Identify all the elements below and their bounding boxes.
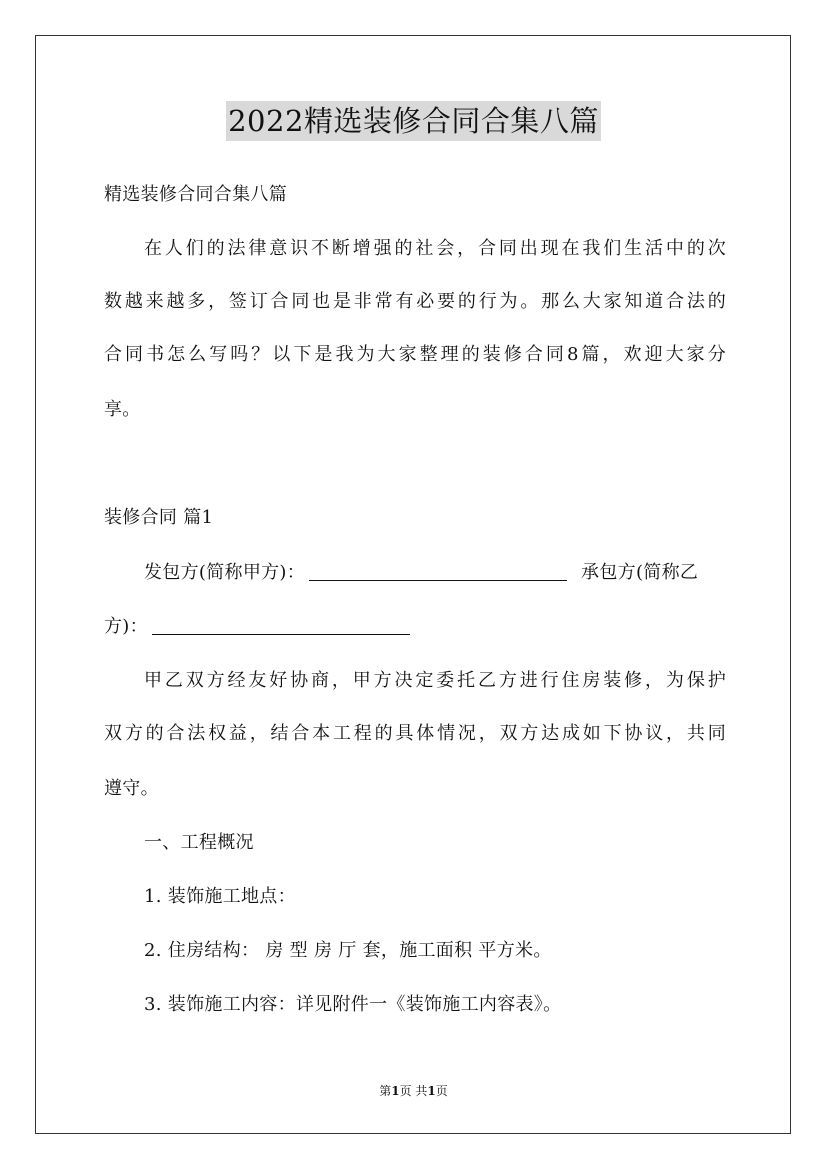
title-container	[0, 101, 827, 141]
party-b-label-part1: 承包方(简称乙	[581, 562, 699, 583]
footer-post: 页	[435, 1084, 448, 1098]
party-b-blank	[152, 616, 410, 635]
party-b-label-part2: 方)：	[104, 616, 148, 637]
intro-line: 合同书怎么写吗？以下是我为大家整理的装修合同8篇，欢迎大家分	[104, 344, 726, 365]
intro-line: 数越来越多，签订合同也是非常有必要的行为。那么大家知道合法的	[104, 291, 726, 312]
footer-pre: 第	[379, 1084, 392, 1098]
party-a-line	[144, 561, 698, 585]
page-footer	[0, 1083, 827, 1099]
footer-page-total: 1	[427, 1084, 436, 1098]
clause-item: 2. 住房结构： 房 型 房 厅 套，施工面积 平方米。	[144, 940, 552, 961]
intro-line: 在人们的法律意识不断增强的社会，合同出现在我们生活中的次	[144, 238, 726, 259]
agreement-line: 双方的合法权益，结合本工程的具体情况，双方达成如下协议，共同	[104, 723, 726, 744]
party-b-line	[104, 615, 410, 639]
document-title: 2022精选装修合同合集八篇	[226, 101, 601, 141]
clause-item: 1. 装饰施工地点：	[144, 886, 296, 907]
agreement-line: 甲乙双方经友好协商，甲方决定委托乙方进行住房装修，为保护	[144, 670, 726, 691]
party-a-label: 发包方(简称甲方)：	[144, 562, 306, 583]
party-a-blank	[309, 562, 567, 581]
clause-heading: 一、工程概况	[144, 832, 254, 853]
document-subtitle: 精选装修合同合集八篇	[104, 184, 287, 205]
footer-page-num: 1	[391, 1084, 400, 1098]
footer-mid: 页 共	[399, 1084, 428, 1098]
section-heading: 装修合同 篇1	[104, 507, 214, 528]
intro-line: 享。	[104, 399, 141, 420]
clause-item: 3. 装饰施工内容：详见附件一《装饰施工内容表》。	[144, 994, 562, 1015]
agreement-line: 遵守。	[104, 778, 159, 799]
